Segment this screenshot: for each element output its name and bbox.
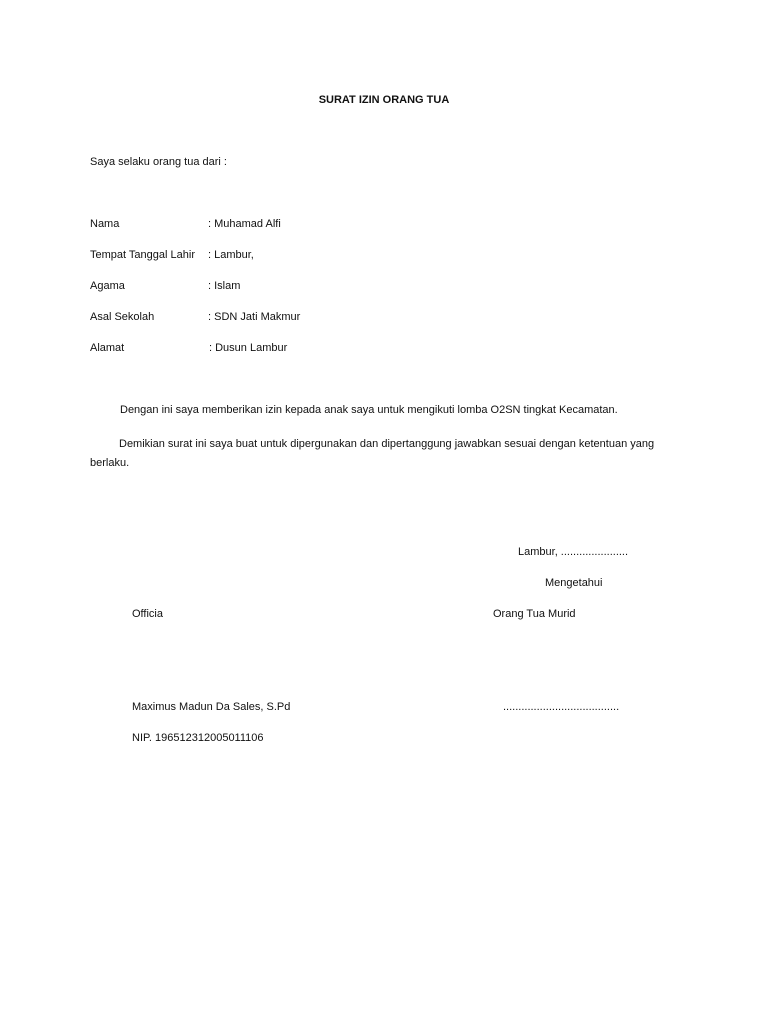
field-value-agama: : Islam (208, 280, 241, 292)
field-value-asal-sekolah: : SDN Jati Makmur (208, 311, 301, 323)
field-label-agama: Agama (90, 280, 125, 292)
signer-right-name-blank: ...................................... (503, 701, 620, 713)
permission-paragraph: Dengan ini saya memberikan izin kepada anak saya untuk mengikuti lomba O2SN tingkat Kecamatan. (120, 404, 618, 416)
field-value-alamat: : Dusun Lambur (209, 342, 288, 354)
document-title: SURAT IZIN ORANG TUA (318, 94, 450, 106)
intro-text: Saya selaku orang tua dari : (90, 156, 227, 168)
signer-left-nip: NIP. 196512312005011106 (132, 732, 264, 744)
signer-left-title: Officia (132, 608, 163, 620)
field-label-alamat: Alamat (90, 342, 125, 354)
field-label-asal-sekolah: Asal Sekolah (90, 311, 155, 323)
acknowledgement-label: Mengetahui (545, 577, 603, 589)
signer-right-title: Orang Tua Murid (493, 608, 576, 620)
field-label-nama: Nama (90, 218, 120, 230)
field-label-ttl: Tempat Tanggal Lahir (90, 249, 195, 261)
place-date: Lambur, ...................... (518, 546, 629, 558)
field-value-nama: : Muhamad Alfi (208, 218, 281, 230)
signer-left-name: Maximus Madun Da Sales, S.Pd (132, 701, 291, 713)
field-value-ttl: : Lambur, (208, 249, 254, 261)
closing-paragraph: Demikian surat ini saya buat untuk dipergunakan dan dipertanggung jawabkan sesuai dengan ketentuan yang berlaku. (90, 438, 655, 469)
